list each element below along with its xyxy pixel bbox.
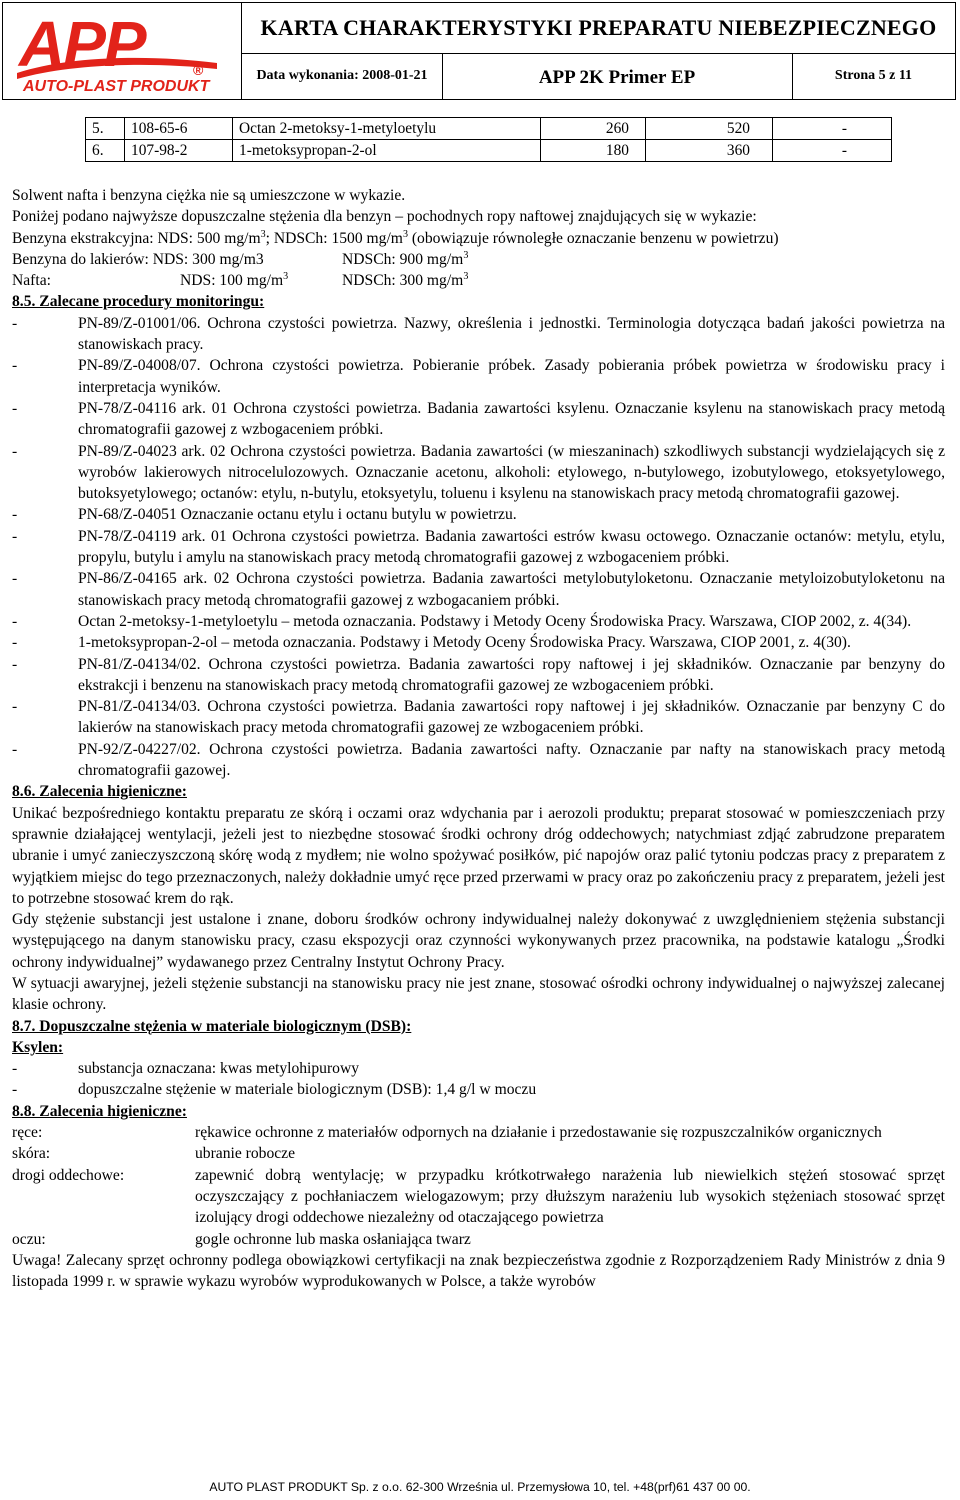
list-item-text: PN-81/Z-04134/02. Ochrona czystości powietrza. Badania zawartości ropy naftowej i jej składników. Oznaczanie par benzyny do ekstrakcji i benzenu na stanowiskach pracy metodą chromatografii gazowej ze wzbogaceniem próbki.: [78, 655, 945, 694]
components-table: [85, 117, 892, 162]
list-item-text: PN-92/Z-04227/02. Ochrona czystości powietrza. Badania zawartości nafty. Oznaczanie par nafty na stanowiskach pracy metodą chromatografii gazowej.: [78, 740, 945, 780]
dash: -: [12, 634, 18, 652]
hygiene-row: [12, 1143, 945, 1164]
hygiene-row: [12, 1165, 945, 1229]
ndsp-value: -: [773, 140, 892, 162]
nds-value: 180: [541, 140, 646, 162]
lak-a: Benzyna do lakierów: NDS: 300 mg/m3: [12, 250, 264, 268]
document-body: [12, 185, 945, 1292]
certification-note: Uwaga! Zalecany sprzęt ochronny podlega obowiązkowi certyfikacji na znak bezpieczeństwa zgodnie z Rozporządzeniem Rady Ministrów z dnia 9 listopada 1999 r. w sprawie wykazu wyrobów wyprodukowanych w Polsce, a także wyrobów: [12, 1251, 945, 1291]
cas-number: 107-98-2: [125, 140, 233, 162]
dash: -: [12, 570, 18, 588]
dash: -: [12, 698, 18, 716]
list-item-text: PN-68/Z-04051 Oznaczanie octanu etylu i octanu butylu w powietrzu.: [78, 506, 517, 524]
page-footer: AUTO PLAST PRODUKT Sp. z o.o. 62-300 Września ul. Przemysłowa 10, tel. +48(prf)61 437 00 00.: [209, 1480, 751, 1494]
benzyna-ekstrakcyjna-line: [12, 228, 945, 249]
paragraph: W sytuacji awaryjnej, jeżeli stężenie substancji na stanowisku pracy nie jest znane, stosować ośrodki ochrony indywidualnej o najwyższej zalecanej klasie ochrony.: [12, 974, 945, 1014]
dash: -: [12, 314, 18, 332]
nafta-c: [342, 270, 468, 291]
list-item: [12, 654, 945, 697]
list-item-text: Octan 2-metoksy-1-metyloetylu – metoda oznaczania. Podstawy i Metody Oceny Środowiska Pracy. Warszawa, CIOP 2002, z. 4(34).: [78, 612, 912, 630]
list-item-text: PN-81/Z-04134/03. Ochrona czystości powietrza. Badania zawartości ropy naftowej i jej składników. Oznaczanie par benzyny C do lakierów na stanowiskach pracy metoda chromatografii gazowej ze wzbogaceniem próbki.: [78, 698, 945, 737]
substance-name: Octan 2-metoksy-1-metyloetylu: [233, 118, 541, 140]
hygiene-value: rękawice ochronne z materiałów odpornych na działanie i przedostawanie się rozpuszczalników organicznych: [195, 1124, 882, 1142]
list-item-text: 1-metoksypropan-2-ol – metoda oznaczania. Podstawy i Metody Oceny Środowiska Pracy. Warszawa, CIOP 2001, z. 4(30).: [78, 634, 851, 652]
benz-ext-b: ; NDSCh: 1500 mg/m: [265, 229, 403, 247]
row-number: 6.: [86, 140, 125, 162]
paragraph: Unikać bezpośredniego kontaktu preparatu ze skórą i oczami oraz wdychania par i aerozoli produktu; preparat stosować w pomieszczeniach przy sprawnie działającej wentylacji, jeżeli jest to niezbędne stosować środki ochrony dróg oddechowych; natychmiast zdjąć zabrudzone preparatem ubranie i umyć zanieczyszczoną skórę wodą z mydłem; nie wolno spożywać posiłków, pić napojów oraz palić tytoniu podczas pracy z preparatem z wyjątkiem miejsc do tego przeznaczonych, należy dokładnie umyć ręce przed przerwami w pracy oraz po zakończeniu pracy z preparatem, jeżeli jest to potrzebne stosować krem do rąk.: [12, 804, 945, 907]
lak-b: [342, 249, 468, 270]
benz-ext-a: Benzyna ekstrakcyjna: NDS: 500 mg/m: [12, 229, 261, 247]
list-item: [12, 355, 945, 398]
section-8-7-title: 8.7. Dopuszczalne stężenia w materiale biologicznym (DSB):: [12, 1017, 412, 1035]
page-number: Strona 5 z 11: [834, 68, 913, 83]
list-item: [12, 696, 945, 739]
logo-main-text: APP: [19, 8, 145, 80]
list-item: [12, 398, 945, 441]
hygiene-key: oczu:: [12, 1230, 46, 1248]
list-item: [12, 611, 945, 632]
nafta-line: [12, 270, 945, 291]
dash: -: [12, 506, 18, 524]
row-number: 5.: [86, 118, 125, 140]
limits-note: Poniżej podano najwyższe dopuszczalne stężenia dla benzyn – pochodnych ropy naftowej znajdujących się w wykazie:: [12, 208, 757, 226]
list-item: [12, 526, 945, 569]
list-item: [12, 504, 945, 525]
hygiene-value: ubranie robocze: [195, 1145, 296, 1163]
solvent-note: Solwent nafta i benzyna ciężka nie są umieszczone w wykazie.: [12, 187, 406, 204]
list-item-text: dopuszczalne stężenie w materiale biologicznym (DSB): 1,4 g/l w moczu: [78, 1081, 537, 1099]
list-item-text: PN-78/Z-04119 ark. 01 Ochrona czystości powietrza. Badania zawartości estrów kwasu octowego. Oznaczanie octanów: metylu, etylu, propylu, butylu i amylu na stanowiskach pracy metodą chromatografii gazowej z wzbogaceniem próbki.: [78, 527, 945, 567]
superscript: 3: [260, 228, 266, 240]
company-logo: [3, 3, 242, 99]
ndsch-value: 520: [646, 118, 773, 140]
cas-number: 108-65-6: [125, 118, 233, 140]
list-item-text: PN-86/Z-04165 ark. 02 Ochrona czystości powietrza. Badania zawartości metylobutyloketonu. Oznaczanie metyloizobutyloketonu na stanowiskach pracy metodą chromatografii gazowej z wzbogacaniem próbki.: [78, 570, 945, 609]
document-title: KARTA CHARAKTERYSTYKI PREPARATU NIEBEZPIECZNEGO: [242, 3, 955, 54]
ndsp-value: -: [773, 118, 892, 140]
hygiene-key: drogi oddechowe:: [12, 1166, 125, 1184]
hygiene-row: [12, 1122, 945, 1143]
registered-mark: ®: [193, 62, 204, 78]
dash: -: [12, 527, 18, 545]
dash: -: [12, 442, 18, 460]
table-row: [86, 118, 892, 140]
list-item-text: PN-78/Z-04116 ark. 01 Ochrona czystości powietrza. Badania zawartości ksylenu. Oznaczanie ksylenu na stanowiskach pracy metodą chromatografii gazowej z wzbogaceniem próbki.: [78, 399, 945, 439]
paragraph: Gdy stężenie substancji jest ustalone i znane, doboru środków ochrony indywidualnej należy dokonywać z uwzględnieniem stężenia substancji występującego na danym stanowisku pracy, czasu ekspozycji oraz czynności wykonywanych przez pracownika, na podstawie katalogu „Środki ochrony indywidualnej” wydawanego przez Centralny Instytut Ochrony Pracy.: [12, 911, 945, 971]
creation-date: Data wykonania: 2008-01-21: [242, 53, 443, 99]
hygiene-value: zapewnić dobrą wentylację; w przypadku krótkotrwałego narażenia lub niewielkich stężeń stosować sprzęt oczyszczający z pochłaniaczem wielogazowym; przy dłuższym narażeniu lub wysokich stężeniach stosować sprzęt izolujący drogi oddechowe niezależny od otaczającego powietrza: [195, 1166, 945, 1227]
list-item: [12, 313, 945, 356]
table-row: [86, 140, 892, 162]
list-item-text: PN-89/Z-01001/06. Ochrona czystości powietrza. Nazwy, określenia i jednostki. Terminologia dotycząca badań jakości powietrza na stanowiskach pracy.: [78, 314, 945, 354]
ndsch-value: 360: [646, 140, 773, 162]
dash: -: [12, 740, 18, 758]
benzyna-lakiery-line: [12, 249, 945, 270]
hygiene-value: gogle ochronne lub maska osłaniająca twarz: [195, 1230, 471, 1248]
section-8-5-title: 8.5. Zalecane procedury monitoringu:: [12, 293, 265, 311]
superscript: 3: [463, 271, 469, 283]
benz-ext-c: (obowiązuje równoległe oznaczanie benzenu w powietrzu): [407, 229, 779, 247]
dash: -: [12, 612, 18, 630]
hygiene-row: [12, 1229, 945, 1250]
section-8-8-title: 8.8. Zalecenia higieniczne:: [12, 1102, 187, 1120]
lak-b-text: NDSCh: 900 mg/m: [342, 250, 464, 268]
list-item: [12, 1058, 945, 1079]
nds-value: 260: [541, 118, 646, 140]
superscript: 3: [402, 228, 408, 240]
substance-name: 1-metoksypropan-2-ol: [233, 140, 541, 162]
document-header: [2, 2, 956, 100]
list-item: [12, 739, 945, 782]
dash: -: [12, 1081, 18, 1099]
list-item: [12, 441, 945, 505]
product-name: APP 2K Primer EP: [442, 53, 793, 99]
list-item: [12, 632, 945, 653]
dash: -: [12, 655, 18, 673]
list-item: [12, 1079, 945, 1100]
list-item-text: substancja oznaczana: kwas metylohipurowy: [78, 1060, 360, 1078]
section-8-6-title: 8.6. Zalecenia higieniczne:: [12, 783, 187, 801]
logo-sub-text: AUTO-PLAST PRODUKT: [23, 78, 210, 95]
nafta-a: Nafta:: [12, 272, 51, 290]
hygiene-key: ręce:: [12, 1124, 43, 1142]
app-logo-graphic: [3, 3, 241, 99]
dash: -: [12, 357, 18, 375]
dash: -: [12, 1060, 18, 1078]
list-item-text: PN-89/Z-04023 ark. 02 Ochrona czystości powietrza. Badania zawartości (w mieszaninach) szkodliwych substancji wydzielających się z wyrobów lakierowych nitrocelulozowych. Oznaczanie acetonu, alkoholi: etylowego, n-butylowego, izobutylowego, etoksyetylowego, butoksyetylowego; octanów: etylu, n-butylu, etoksyetylu, toluenu i ksylenu na stanowiskach pracy metodą chromatografii gazowej.: [78, 442, 945, 503]
nafta-b-text: NDS: 100 mg/m: [180, 272, 284, 290]
header-info-row: [242, 53, 955, 99]
superscript: 3: [283, 271, 289, 283]
list-item: [12, 568, 945, 611]
superscript: 3: [463, 249, 469, 261]
nafta-b: [180, 270, 342, 291]
ksylen-subtitle: Ksylen:: [12, 1038, 64, 1056]
hygiene-key: skóra:: [12, 1145, 51, 1163]
list-item-text: PN-89/Z-04008/07. Ochrona czystości powietrza. Pobieranie próbek. Zasady pobierania próbek powietrza w środowisku pracy i interpretacja wyników.: [78, 357, 945, 396]
dash: -: [12, 399, 18, 417]
nafta-c-text: NDSCh: 300 mg/m: [342, 272, 464, 290]
